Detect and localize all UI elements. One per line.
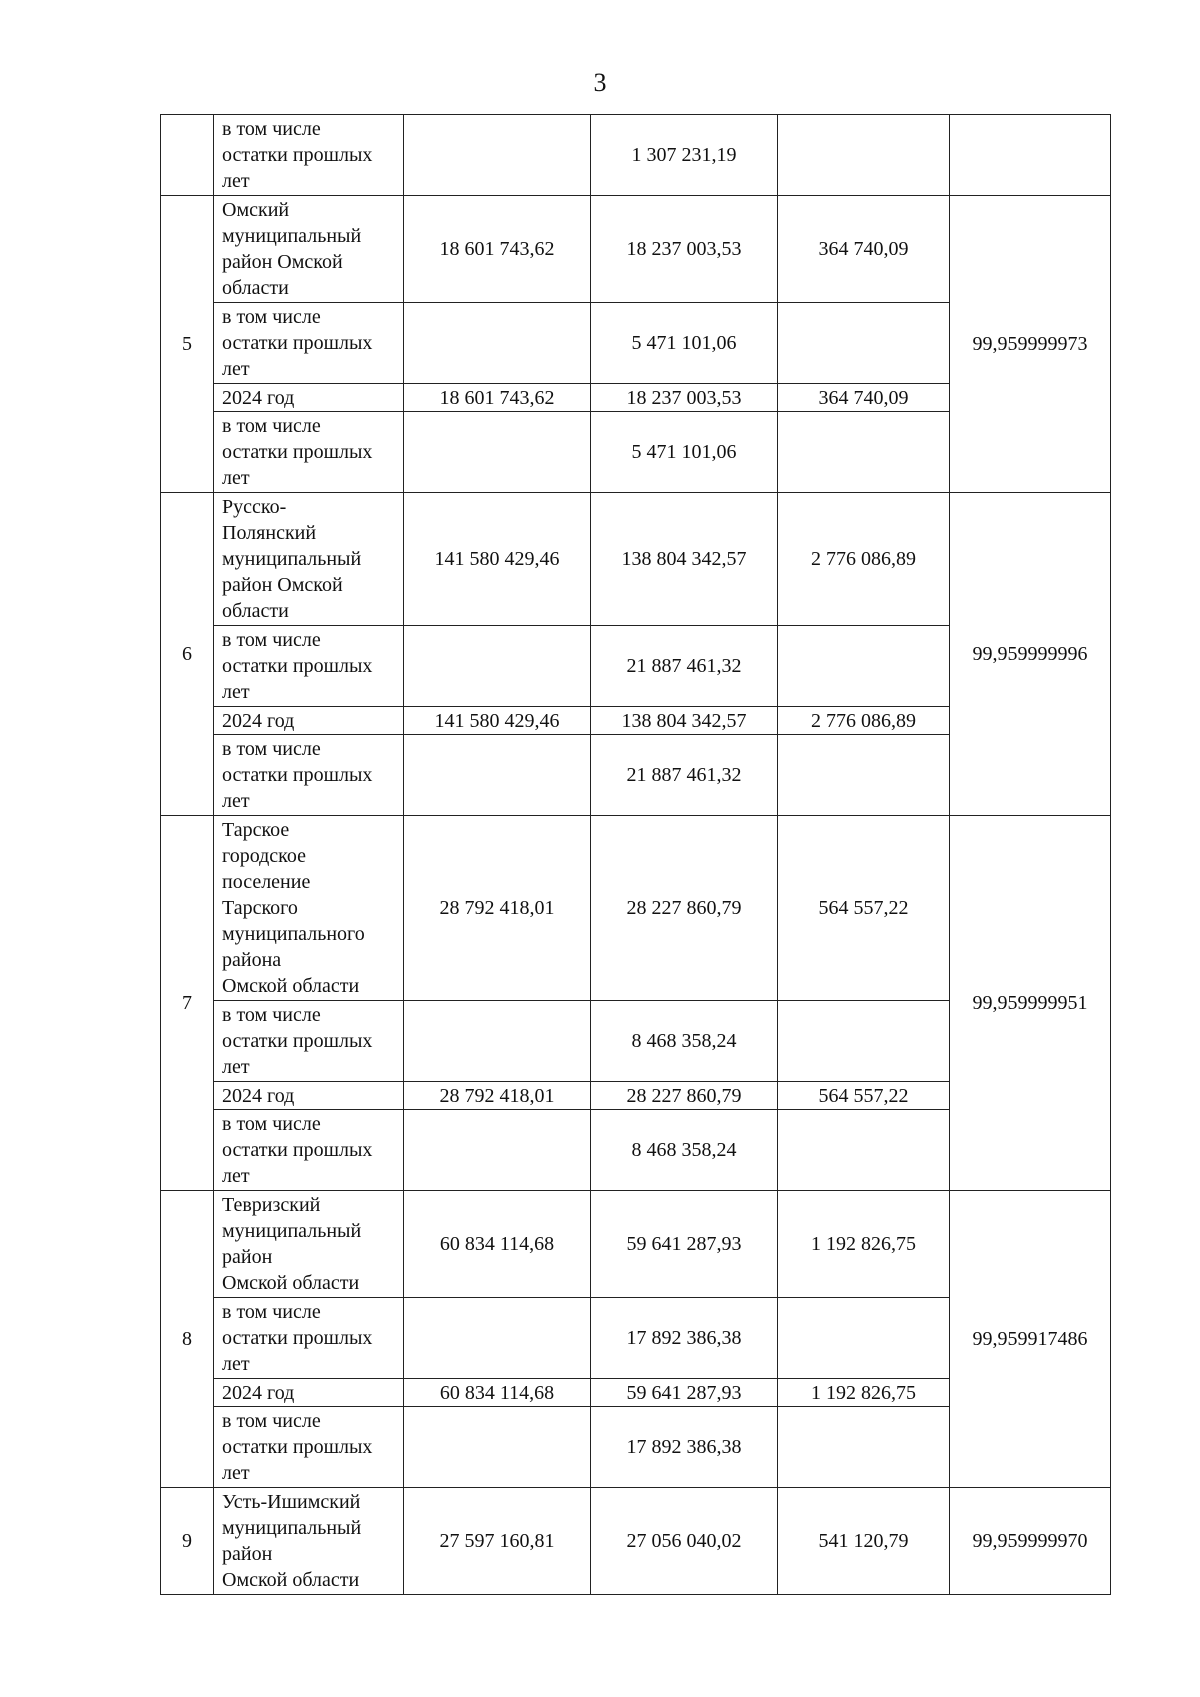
remainder-cell: [778, 1407, 950, 1488]
percent-cell: 99,959999996: [950, 493, 1111, 816]
remainder-cell: [778, 1001, 950, 1082]
row-number-cell: 9: [161, 1488, 214, 1595]
spent-cell: 17 892 386,38: [591, 1407, 778, 1488]
allocated-cell: 18 601 743,62: [404, 384, 591, 412]
name-cell: в том числе остатки прошлых лет: [214, 1001, 404, 1082]
allocated-cell: [404, 735, 591, 816]
allocated-cell: 60 834 114,68: [404, 1379, 591, 1407]
allocated-cell: 141 580 429,46: [404, 493, 591, 626]
allocated-cell: [404, 626, 591, 707]
spent-cell: 8 468 358,24: [591, 1110, 778, 1191]
percent-cell: 99,959917486: [950, 1191, 1111, 1488]
name-cell: Тевризский муниципальный район Омской области: [214, 1191, 404, 1298]
spent-cell: 28 227 860,79: [591, 1082, 778, 1110]
row-number-cell: 7: [161, 816, 214, 1191]
name-cell: 2024 год: [214, 707, 404, 735]
name-cell: в том числе остатки прошлых лет: [214, 626, 404, 707]
name-cell: в том числе остатки прошлых лет: [214, 1110, 404, 1191]
percent-cell: 99,959999951: [950, 816, 1111, 1191]
remainder-cell: 541 120,79: [778, 1488, 950, 1595]
row-number-cell: 8: [161, 1191, 214, 1488]
spent-cell: 8 468 358,24: [591, 1001, 778, 1082]
allocated-cell: [404, 303, 591, 384]
spent-cell: 27 056 040,02: [591, 1488, 778, 1595]
row-number-cell: 6: [161, 493, 214, 816]
percent-cell: [950, 115, 1111, 196]
spent-cell: 18 237 003,53: [591, 384, 778, 412]
allocated-cell: 60 834 114,68: [404, 1191, 591, 1298]
spent-cell: 138 804 342,57: [591, 493, 778, 626]
table-row: [161, 1488, 1111, 1595]
table-row: [161, 196, 1111, 303]
name-cell: Русско- Полянский муниципальный район Омской области: [214, 493, 404, 626]
spent-cell: 28 227 860,79: [591, 816, 778, 1001]
allocated-cell: 141 580 429,46: [404, 707, 591, 735]
percent-cell: 99,959999973: [950, 196, 1111, 493]
name-cell: 2024 год: [214, 384, 404, 412]
spent-cell: 59 641 287,93: [591, 1379, 778, 1407]
spent-cell: 17 892 386,38: [591, 1298, 778, 1379]
percent-cell: 99,959999970: [950, 1488, 1111, 1595]
remainder-cell: [778, 115, 950, 196]
remainder-cell: 564 557,22: [778, 1082, 950, 1110]
spent-cell: 21 887 461,32: [591, 626, 778, 707]
name-cell: в том числе остатки прошлых лет: [214, 303, 404, 384]
table-row: [161, 115, 1111, 196]
allocated-cell: 28 792 418,01: [404, 1082, 591, 1110]
remainder-cell: 564 557,22: [778, 816, 950, 1001]
remainder-cell: 1 192 826,75: [778, 1191, 950, 1298]
allocated-cell: 27 597 160,81: [404, 1488, 591, 1595]
table-row: [161, 1191, 1111, 1298]
name-cell: Усть-Ишимский муниципальный район Омской области: [214, 1488, 404, 1595]
name-cell: Омский муниципальный район Омской области: [214, 196, 404, 303]
allocated-cell: [404, 412, 591, 493]
allocated-cell: [404, 1110, 591, 1191]
allocated-cell: 18 601 743,62: [404, 196, 591, 303]
spent-cell: 21 887 461,32: [591, 735, 778, 816]
table-row: [161, 816, 1111, 1001]
spent-cell: 5 471 101,06: [591, 303, 778, 384]
row-number-cell: [161, 115, 214, 196]
spent-cell: 138 804 342,57: [591, 707, 778, 735]
spent-cell: 59 641 287,93: [591, 1191, 778, 1298]
remainder-cell: [778, 735, 950, 816]
table-row: [161, 493, 1111, 626]
remainder-cell: [778, 626, 950, 707]
allocated-cell: [404, 115, 591, 196]
remainder-cell: [778, 303, 950, 384]
name-cell: в том числе остатки прошлых лет: [214, 115, 404, 196]
remainder-cell: 2 776 086,89: [778, 707, 950, 735]
remainder-cell: 364 740,09: [778, 384, 950, 412]
spent-cell: 5 471 101,06: [591, 412, 778, 493]
allocated-cell: [404, 1407, 591, 1488]
remainder-cell: [778, 1110, 950, 1191]
page-number: 3: [593, 68, 607, 97]
data-table: [160, 114, 1111, 1595]
spent-cell: 1 307 231,19: [591, 115, 778, 196]
name-cell: в том числе остатки прошлых лет: [214, 1298, 404, 1379]
remainder-cell: 1 192 826,75: [778, 1379, 950, 1407]
name-cell: Тарское городское поселение Тарского муниципального района Омской области: [214, 816, 404, 1001]
remainder-cell: 364 740,09: [778, 196, 950, 303]
spent-cell: 18 237 003,53: [591, 196, 778, 303]
remainder-cell: [778, 1298, 950, 1379]
name-cell: в том числе остатки прошлых лет: [214, 735, 404, 816]
row-number-cell: 5: [161, 196, 214, 493]
allocated-cell: 28 792 418,01: [404, 816, 591, 1001]
name-cell: 2024 год: [214, 1082, 404, 1110]
allocated-cell: [404, 1001, 591, 1082]
name-cell: в том числе остатки прошлых лет: [214, 412, 404, 493]
remainder-cell: [778, 412, 950, 493]
name-cell: в том числе остатки прошлых лет: [214, 1407, 404, 1488]
name-cell: 2024 год: [214, 1379, 404, 1407]
remainder-cell: 2 776 086,89: [778, 493, 950, 626]
allocated-cell: [404, 1298, 591, 1379]
